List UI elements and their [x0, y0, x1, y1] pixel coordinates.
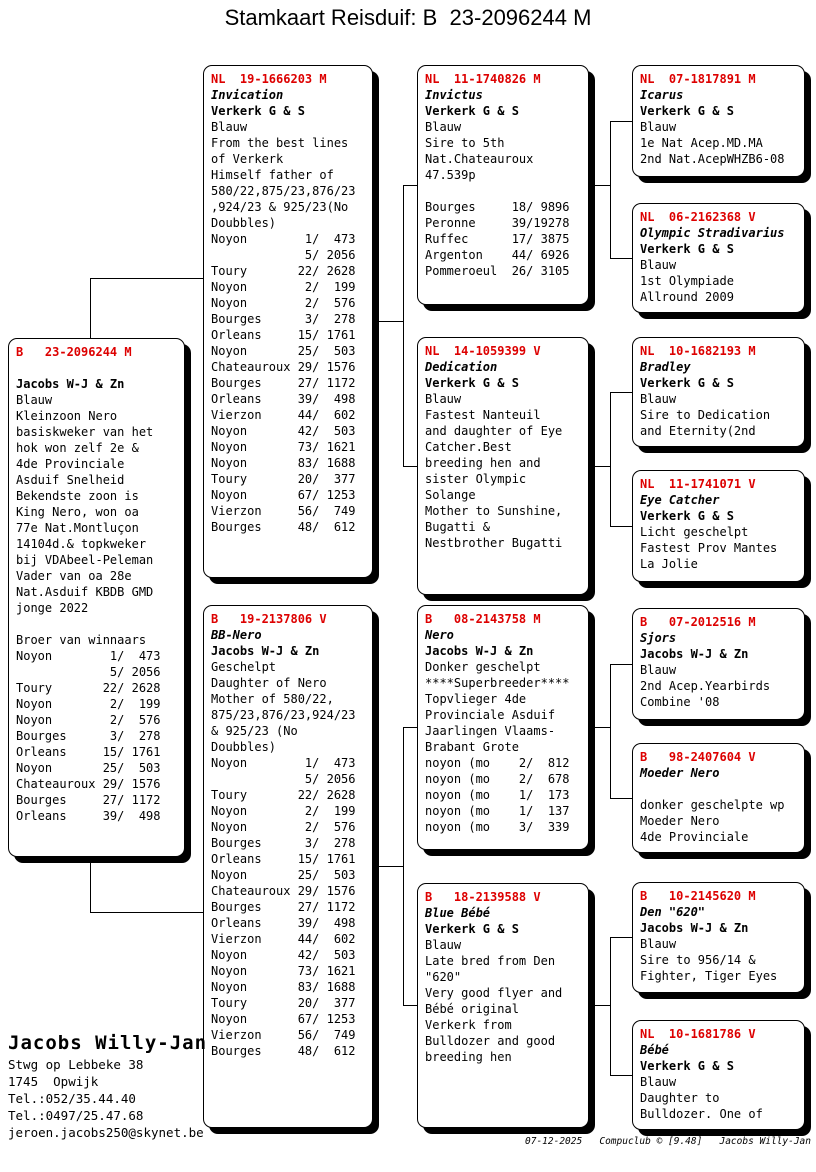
box-line: "620": [425, 970, 462, 984]
box-line: Olympic Stradivarius: [640, 226, 785, 240]
box-line: Verkerk G & S: [425, 376, 519, 390]
connector-line: [589, 185, 611, 186]
box-line: [16, 616, 177, 632]
box-line: Noyon 73/ 1621: [211, 440, 356, 454]
box-line: 4de Provinciale: [640, 830, 749, 844]
box-line: Blauw: [640, 663, 677, 677]
box-line: Blauw: [425, 120, 462, 134]
box-line: Verkerk G & S: [425, 922, 519, 936]
box-line: Moeder Nero: [640, 766, 720, 780]
box-line: Sjors: [640, 631, 677, 645]
box-line: Blauw: [640, 937, 677, 951]
connector-line: [403, 727, 404, 1006]
box-line: Bébé: [640, 1043, 669, 1057]
box-line: 580/22,875/23,876/23: [211, 184, 356, 198]
box-line: Chateauroux 29/ 1576: [211, 884, 356, 898]
connector-line: [90, 278, 204, 279]
connector-line: [403, 466, 418, 467]
box-line: Blauw: [425, 938, 462, 952]
box-line: 2nd Acep.Yearbirds: [640, 679, 771, 693]
owner-phone-line: Tel.:0497/25.47.68: [8, 1108, 144, 1123]
box-line: Argenton 44/ 6926: [425, 248, 570, 262]
box-line: Combine '08: [640, 695, 720, 709]
box-line: Fastest Nanteuil: [425, 408, 541, 422]
box-line: Vierzon 56/ 749: [211, 1028, 356, 1042]
box-line: noyon (mo 3/ 339: [425, 820, 570, 834]
connector-line: [610, 258, 633, 259]
box-line: Bourges 48/ 612: [211, 520, 356, 534]
box-line: [640, 781, 797, 797]
box-line: Topvlieger 4de: [425, 692, 527, 706]
box-line: Noyon 1/ 473: [211, 232, 356, 246]
box-line: 5/ 2056: [16, 665, 161, 679]
box-line: Toury 22/ 2628: [211, 788, 356, 802]
box-line: noyon (mo 1/ 173: [425, 788, 570, 802]
box-line: noyon (mo 2/ 812: [425, 756, 570, 770]
pedigree-box-greatgrandparent-4: [632, 470, 805, 582]
box-line: Doubbles): [211, 216, 277, 230]
box-line: Bradley: [640, 360, 691, 374]
box-line: of Verkerk: [211, 152, 284, 166]
box-line: Eye Catcher: [640, 493, 720, 507]
box-line: 77e Nat.Montluçon: [16, 521, 139, 535]
box-line: donker geschelpte wp: [640, 798, 785, 812]
box-line: Orleans 15/ 1761: [211, 852, 356, 866]
box-line: Nestbrother Bugatti: [425, 536, 563, 550]
box-line: ,924/23 & 925/23(No: [211, 200, 349, 214]
box-line: Bourges 27/ 1172: [211, 376, 356, 390]
box-line: Noyon 25/ 503: [16, 761, 161, 775]
box-line: Noyon 2/ 199: [211, 280, 356, 294]
box-line: Invication: [211, 88, 284, 102]
page-title: Stamkaart Reisduif: B 23-2096244 M: [224, 5, 592, 30]
ring-number: B 18-2139588 V: [425, 890, 541, 904]
box-line: Bourges 48/ 612: [211, 1044, 356, 1058]
pedigree-box-grandsire-maternal: [417, 605, 589, 850]
box-line: Bourges 18/ 9896: [425, 200, 570, 214]
box-line: Bekendste zoon is: [16, 489, 139, 503]
box-line: Donker geschelpt: [425, 660, 541, 674]
box-line: Verkerk G & S: [640, 104, 734, 118]
box-line: Noyon 67/ 1253: [211, 488, 356, 502]
box-line: Brabant Grote: [425, 740, 519, 754]
box-line: Jacobs W-J & Zn: [640, 921, 749, 935]
connector-line: [373, 321, 404, 322]
box-line: Blauw: [425, 392, 462, 406]
connector-line: [610, 121, 611, 259]
box-line: Sire to 5th: [425, 136, 505, 150]
ring-number: NL 07-1817891 M: [640, 72, 756, 86]
box-line: Noyon 2/ 576: [211, 820, 356, 834]
pedigree-box-mother: [203, 605, 373, 1128]
pedigree-box-greatgrandparent-7: [632, 882, 805, 993]
box-line: Asduif Snelheid: [16, 473, 125, 487]
connector-line: [90, 912, 204, 913]
ring-number: B 23-2096244 M: [16, 345, 132, 359]
ring-number: NL 06-2162368 V: [640, 210, 756, 224]
box-line: Noyon 42/ 503: [211, 948, 356, 962]
box-line: Bulldozer. One of: [640, 1107, 763, 1121]
box-line: Chateauroux 29/ 1576: [211, 360, 356, 374]
box-line: Broer van winnaars: [16, 633, 147, 647]
box-line: 14104d.& topkweker: [16, 537, 147, 551]
box-line: Jacobs W-J & Zn: [211, 644, 320, 658]
box-line: 47.539p: [425, 168, 476, 182]
box-line: basiskweker van het: [16, 425, 154, 439]
box-line: Allround 2009: [640, 290, 734, 304]
connector-line: [403, 185, 404, 467]
connector-line: [90, 857, 91, 913]
box-line: noyon (mo 1/ 137: [425, 804, 570, 818]
box-line: Himself father of: [211, 168, 334, 182]
box-line: Dedication: [425, 360, 498, 374]
box-line: La Jolie: [640, 557, 698, 571]
owner-address-line: 1745 Opwijk: [8, 1074, 99, 1089]
owner-email: jeroen.jacobs250@skynet.be: [8, 1125, 204, 1140]
ring-number: NL 11-1740826 M: [425, 72, 541, 86]
connector-line: [610, 392, 633, 393]
ring-number: B 08-2143758 M: [425, 612, 541, 626]
box-line: Mother of 580/22,: [211, 692, 334, 706]
box-line: and Eternity(2nd: [640, 424, 756, 438]
box-line: BB-Nero: [211, 628, 262, 642]
box-line: Doubbles): [211, 740, 277, 754]
box-line: Nero: [425, 628, 454, 642]
box-line: Noyon 2/ 576: [211, 296, 356, 310]
box-line: Sire to Dedication: [640, 408, 771, 422]
box-line: Provinciale Asduif: [425, 708, 556, 722]
box-line: breeding hen: [425, 1050, 512, 1064]
ring-number: NL 14-1059399 V: [425, 344, 541, 358]
box-line: Orleans 15/ 1761: [211, 328, 356, 342]
box-line: Noyon 2/ 576: [16, 713, 161, 727]
pedigree-box-greatgrandparent-3: [632, 337, 805, 447]
box-line: 875/23,876/23,924/23: [211, 708, 356, 722]
box-line: Bourges 3/ 278: [16, 729, 161, 743]
box-line: Bourges 3/ 278: [211, 312, 356, 326]
box-line: Sire to 956/14 &: [640, 953, 756, 967]
connector-line: [610, 937, 633, 938]
box-line: 4de Provinciale: [16, 457, 125, 471]
box-line: Blauw: [640, 392, 677, 406]
connector-line: [610, 121, 633, 122]
box-line: Verkerk G & S: [425, 104, 519, 118]
connector-line: [403, 727, 418, 728]
box-line: Ruffec 17/ 3875: [425, 232, 570, 246]
box-line: Blauw: [640, 120, 677, 134]
box-line: Blue Bébé: [425, 906, 491, 920]
box-line: Jacobs W-J & Zn: [425, 644, 534, 658]
box-line: 5/ 2056: [211, 772, 356, 786]
box-line: Toury 20/ 377: [211, 996, 356, 1010]
connector-line: [610, 392, 611, 527]
box-line: & 925/23 (No: [211, 724, 298, 738]
box-line: Very good flyer and: [425, 986, 563, 1000]
box-line: sister Olympic: [425, 472, 527, 486]
connector-line: [610, 526, 633, 527]
connector-line: [610, 798, 633, 799]
box-line: From the best lines: [211, 136, 349, 150]
box-line: Blauw: [640, 1075, 677, 1089]
box-line: Bourges 3/ 278: [211, 836, 356, 850]
box-line: Daughter to: [640, 1091, 720, 1105]
box-line: Nat.Asduif KBDB GMD: [16, 585, 154, 599]
box-line: Orleans 15/ 1761: [16, 745, 161, 759]
box-line: Bugatti &: [425, 520, 491, 534]
box-line: Toury 22/ 2628: [16, 681, 161, 695]
box-line: Vierzon 56/ 749: [211, 504, 356, 518]
box-line: Jacobs W-J & Zn: [16, 377, 125, 391]
box-line: Bourges 27/ 1172: [16, 793, 161, 807]
box-line: Blauw: [16, 393, 53, 407]
box-line: Late bred from Den: [425, 954, 556, 968]
box-line: Noyon 25/ 503: [211, 344, 356, 358]
box-line: Licht geschelpt: [640, 525, 749, 539]
pedigree-box-greatgrandparent-8: [632, 1020, 805, 1130]
box-line: Solange: [425, 488, 476, 502]
box-line: 1st Olympiade: [640, 274, 734, 288]
box-line: Noyon 67/ 1253: [211, 1012, 356, 1026]
box-line: Icarus: [640, 88, 684, 102]
box-line: Blauw: [211, 120, 248, 134]
ring-number: NL 11-1741071 V: [640, 477, 756, 491]
box-line: 1e Nat Acep.MD.MA: [640, 136, 763, 150]
box-line: Invictus: [425, 88, 483, 102]
box-line: Fighter, Tiger Eyes: [640, 969, 778, 983]
box-line: ****Superbreeder****: [425, 676, 570, 690]
connector-line: [610, 937, 611, 1076]
connector-line: [589, 727, 611, 728]
box-line: Moeder Nero: [640, 814, 720, 828]
ring-number: B 07-2012516 M: [640, 615, 756, 629]
connector-line: [589, 466, 611, 467]
box-line: Orleans 39/ 498: [16, 809, 161, 823]
pedigree-box-greatgrandparent-1: [632, 65, 805, 177]
owner-phone-line: Tel.:052/35.44.40: [8, 1091, 136, 1106]
box-line: Jacobs W-J & Zn: [640, 647, 749, 661]
box-line: Noyon 83/ 1688: [211, 980, 356, 994]
box-line: Orleans 39/ 498: [211, 916, 356, 930]
ring-number: NL 19-1666203 M: [211, 72, 327, 86]
box-line: Vader van oa 28e: [16, 569, 132, 583]
pedigree-box-granddam-paternal: [417, 337, 589, 595]
box-line: Noyon 1/ 473: [16, 649, 161, 663]
box-line: Mother to Sunshine,: [425, 504, 563, 518]
box-line: breeding hen and: [425, 456, 541, 470]
connector-line: [610, 664, 611, 799]
pedigree-box-father: [203, 65, 373, 578]
owner-name: Jacobs Willy-Jan: [8, 1032, 208, 1054]
box-line: Verkerk G & S: [640, 509, 734, 523]
box-line: Verkerk from: [425, 1018, 512, 1032]
box-line: Kleinzoon Nero: [16, 409, 118, 423]
box-line: Noyon 83/ 1688: [211, 456, 356, 470]
box-line: Verkerk G & S: [640, 242, 734, 256]
owner-address-line: Stwg op Lebbeke 38: [8, 1057, 144, 1072]
connector-line: [90, 278, 91, 338]
box-line: jonge 2022: [16, 601, 89, 615]
box-line: Bulldozer and good: [425, 1034, 556, 1048]
owner-block: [8, 1030, 207, 1141]
box-line: Catcher.Best: [425, 440, 512, 454]
pedigree-box-granddam-maternal: [417, 883, 589, 1128]
box-line: Vierzon 44/ 602: [211, 932, 356, 946]
box-line: Vierzon 44/ 602: [211, 408, 356, 422]
box-line: Pommeroeul 26/ 3105: [425, 264, 570, 278]
ring-number: B 98-2407604 V: [640, 750, 756, 764]
box-line: Verkerk G & S: [640, 1059, 734, 1073]
connector-line: [610, 664, 633, 665]
box-line: [16, 360, 177, 376]
pedigree-box-grandsire-paternal: [417, 65, 589, 305]
box-line: 5/ 2056: [211, 248, 356, 262]
box-line: Nat.Chateauroux: [425, 152, 534, 166]
box-line: Bébé original: [425, 1002, 519, 1016]
box-line: Noyon 2/ 199: [211, 804, 356, 818]
box-line: 2nd Nat.AcepWHZB6-08: [640, 152, 785, 166]
box-line: Fastest Prov Mantes: [640, 541, 778, 555]
box-line: noyon (mo 2/ 678: [425, 772, 570, 786]
connector-line: [403, 185, 418, 186]
box-line: Orleans 39/ 498: [211, 392, 356, 406]
box-line: Peronne 39/19278: [425, 216, 570, 230]
ring-number: NL 10-1682193 M: [640, 344, 756, 358]
connector-line: [589, 1005, 611, 1006]
box-line: Geschelpt: [211, 660, 277, 674]
box-line: Jaarlingen Vlaams-: [425, 724, 556, 738]
box-line: Noyon 42/ 503: [211, 424, 356, 438]
box-line: Chateauroux 29/ 1576: [16, 777, 161, 791]
box-line: Toury 22/ 2628: [211, 264, 356, 278]
box-line: Bourges 27/ 1172: [211, 900, 356, 914]
box-line: [425, 183, 581, 199]
box-line: King Nero, won oa: [16, 505, 139, 519]
connector-line: [403, 1005, 418, 1006]
box-line: bij VDAbeel-Peleman: [16, 553, 154, 567]
pedigree-box-greatgrandparent-5: [632, 608, 805, 720]
ring-number: NL 10-1681786 V: [640, 1027, 756, 1041]
footer-credit: 07-12-2025 Compuclub © [9.48] Jacobs Willy-Jan: [525, 1136, 811, 1147]
box-line: Verkerk G & S: [211, 104, 305, 118]
box-line: Daughter of Nero: [211, 676, 327, 690]
box-line: Noyon 73/ 1621: [211, 964, 356, 978]
connector-line: [610, 1075, 633, 1076]
box-line: Verkerk G & S: [640, 376, 734, 390]
ring-number: B 19-2137806 V: [211, 612, 327, 626]
box-line: Noyon 1/ 473: [211, 756, 356, 770]
ring-number: B 10-2145620 M: [640, 889, 756, 903]
box-line: Blauw: [640, 258, 677, 272]
box-line: Noyon 25/ 503: [211, 868, 356, 882]
connector-line: [373, 866, 404, 867]
pedigree-box-greatgrandparent-2: [632, 203, 805, 313]
box-line: and daughter of Eye: [425, 424, 563, 438]
box-line: Den "620": [640, 905, 706, 919]
box-line: hok won zelf 2e &: [16, 441, 139, 455]
pedigree-box-greatgrandparent-6: [632, 743, 805, 853]
box-line: Noyon 2/ 199: [16, 697, 161, 711]
pedigree-box-subject: [8, 338, 185, 857]
box-line: Toury 20/ 377: [211, 472, 356, 486]
